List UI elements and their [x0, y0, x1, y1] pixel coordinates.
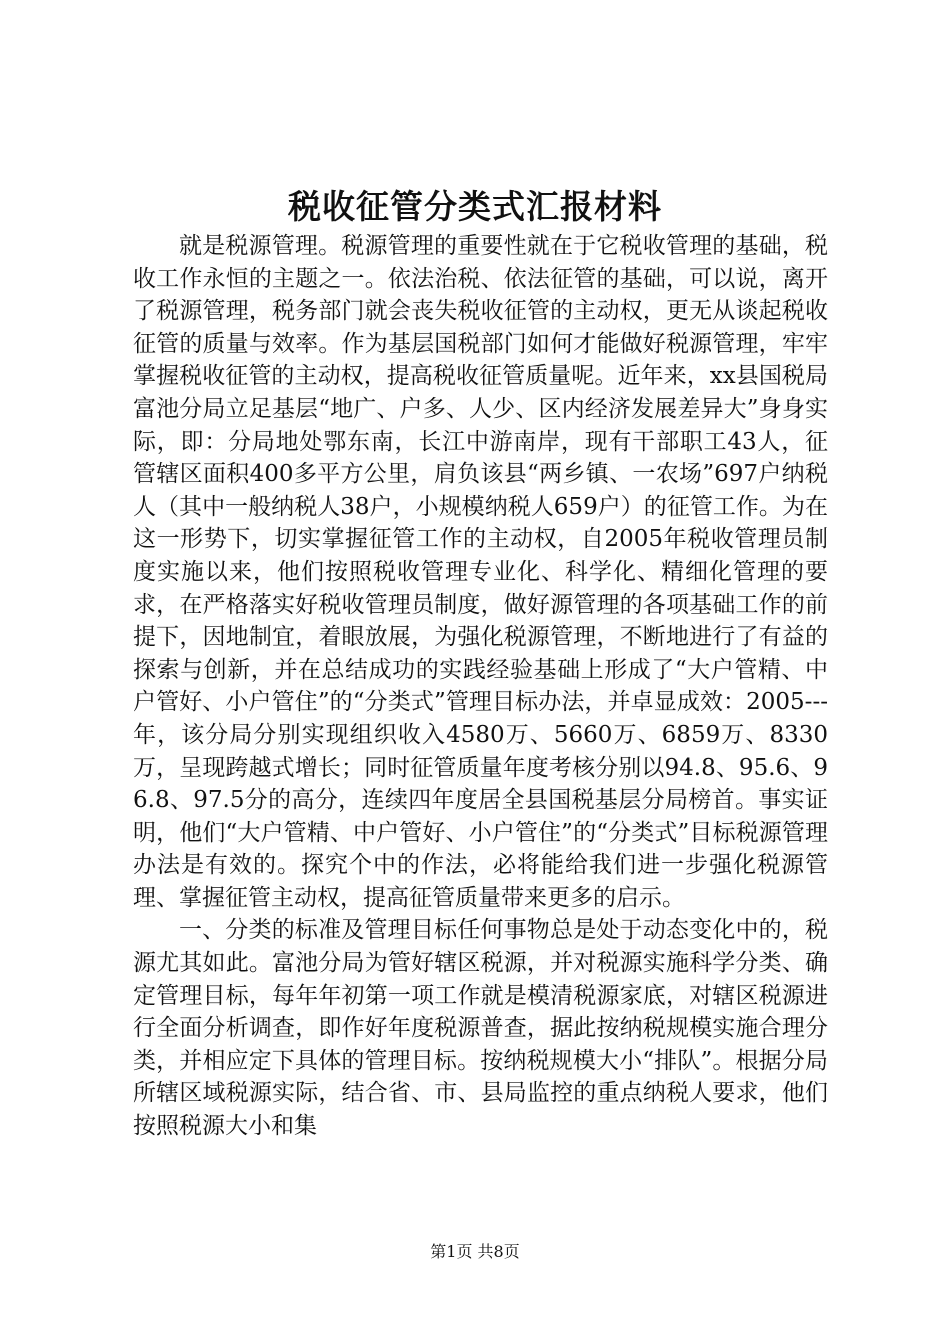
- document-body: [133, 230, 828, 1143]
- body-paragraph-1: 就是税源管理。税源管理的重要性就在于它税收管理的基础，税收工作永恒的主题之一。依法治税、依法征管的基础，可以说，离开了税源管理，税务部门就会丧失税收征管的主动权，更无从谈起税收征管的质量与效率。作为基层国税部门如何才能做好税源管理，牢牢掌握税收征管的主动权，提高税收征管质量呢。近年来，xx县国税局富池分局立足基层“地广、户多、人少、区内经济发展差异大”身身实际，即：分局地处鄂东南，长江中游南岸，现有干部职工43人，征管辖区面积400多平方公里，肩负该县“两乡镇、一农场”697户纳税人（其中一般纳税人38户，小规模纳税人659户）的征管工作。为在这一形势下，切实掌握征管工作的主动权，自2005年税收管理员制度实施以来，他们按照税收管理专业化、科学化、精细化管理的要求，在严格落实好税收管理员制度，做好源管理的各项基础工作的前提下，因地制宜，着眼放展，为强化税源管理，不断地进行了有益的探索与创新，并在总结成功的实践经验基础上形成了“大户管精、中户管好、小户管住”的“分类式”管理目标办法，并卓显成效：2005---年，该分局分别实现组织收入4580万、5660万、6859万、8330万，呈现跨越式增长；同时征管质量年度考核分别以94.8、95.6、96.8、97.5分的高分，连续四年度居全县国税基层分局榜首。事实证明，他们“大户管精、中户管好、小户管住”的“分类式”目标税源管理办法是有效的。探究个中的作法，必将能给我们进一步强化税源管理、掌握征管主动权，提高征管质量带来更多的启示。: [133, 233, 828, 911]
- page-footer: 第1页 共8页: [430, 1242, 520, 1261]
- document-title: 税收征管分类式汇报材料: [288, 187, 662, 226]
- body-paragraph-2: 一、分类的标准及管理目标任何事物总是处于动态变化中的，税源尤其如此。富池分局为管好辖区税源，并对税源实施科学分类、确定管理目标，每年年初第一项工作就是模清税源家底，对辖区税源进行全面分析调查，即作好年度税源普查，据此按纳税规模实施合理分类，并相应定下具体的管理目标。按纳税规模大小“排队”。根据分局所辖区域税源实际，结合省、市、县局监控的重点纳税人要求，他们按照税源大小和集: [133, 917, 828, 1140]
